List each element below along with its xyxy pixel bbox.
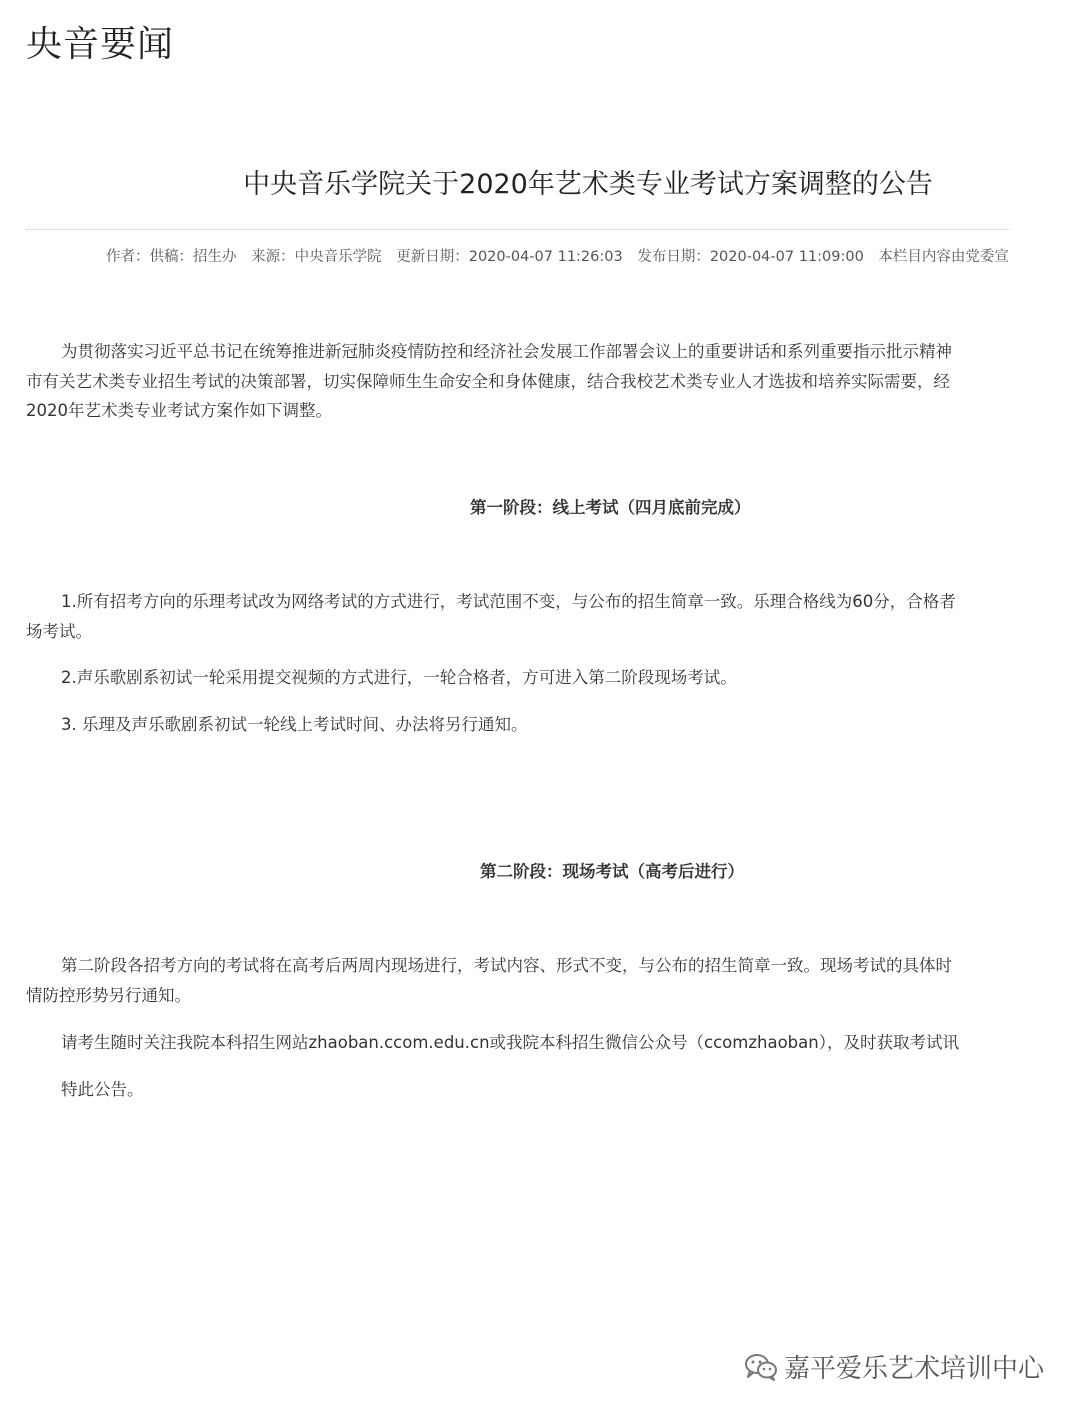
meta-published: 发布日期：2020-04-07 11:09:00: [637, 249, 864, 265]
section-title: 央音要闻: [26, 24, 175, 65]
intro-line-2: 市有关艺术类专业招生考试的决策部署，切实保障师生生命安全和身体健康，结合我校艺术类专业人才选拔和培养实际需要，经: [26, 372, 950, 391]
intro-line-3: 2020年艺术类专业考试方案作如下调整。: [26, 401, 332, 420]
meta-source: 来源：中央音乐学院: [251, 249, 382, 265]
article-title: 中央音乐学院关于2020年艺术类专业考试方案调整的公告: [243, 169, 933, 200]
stage1-item1-line1: 1.所有招考方向的乐理考试改为网络考试的方式进行，考试范围不变，与公布的招生简章一致。乐理合格线为60分，合格者: [61, 592, 956, 611]
meta-author: 作者：供稿：招生办: [106, 249, 237, 265]
stage1-heading: 第一阶段：线上考试（四月底前完成）: [470, 498, 751, 517]
stage2-heading: 第二阶段：现场考试（高考后进行）: [480, 862, 744, 881]
wechat-icon: [744, 1352, 778, 1382]
stage1-item2: 2.声乐歌剧系初试一轮采用提交视频的方式进行，一轮合格者，方可进入第二阶段现场考试。: [61, 668, 737, 687]
watermark: [744, 1348, 1044, 1385]
watermark-text: 嘉平爱乐艺术培训中心: [783, 1354, 1044, 1384]
meta-updated: 更新日期：2020-04-07 11:26:03: [396, 249, 623, 265]
meta-note: 本栏目内容由党委宣: [878, 249, 1009, 265]
stage2-para-line1: 第二阶段各招考方向的考试将在高考后两周内现场进行，考试内容、形式不变，与公布的招生简章一致。现场考试的具体时: [61, 956, 952, 975]
stage1-item1-line2: 场考试。: [26, 622, 92, 641]
stage2-notice: 请考生随时关注我院本科招生网站zhaoban.ccom.edu.cn或我院本科招生微信公众号（ccomzhaoban），及时获取考试讯: [61, 1033, 959, 1052]
article-meta: [106, 245, 1010, 266]
stage2-para-line2: 情防控形势另行通知。: [26, 986, 191, 1005]
intro-line-1: 为贯彻落实习近平总书记在统筹推进新冠肺炎疫情防控和经济社会发展工作部署会议上的重要讲话和系列重要指示批示精神: [61, 342, 952, 361]
stage1-item3: 3. 乐理及声乐歌剧系初试一轮线上考试时间、办法将另行通知。: [61, 715, 528, 734]
title-divider: [26, 229, 1010, 230]
stage2-closing: 特此公告。: [61, 1080, 144, 1099]
article-container: [26, 0, 1010, 1414]
